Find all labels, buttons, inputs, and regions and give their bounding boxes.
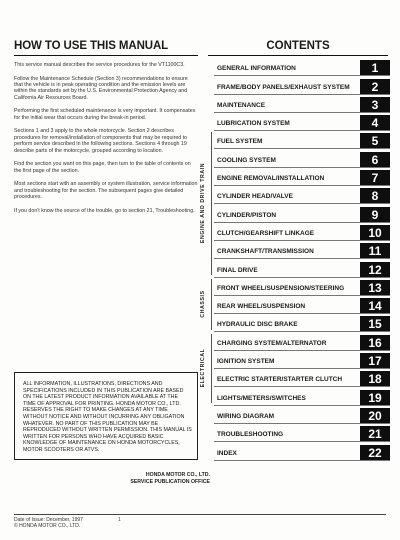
section-tab[interactable]: 9 — [360, 207, 390, 222]
toc-label: MAINTENANCE — [217, 101, 266, 109]
manual-heading: HOW TO USE THIS MANUAL — [14, 40, 198, 56]
toc-item-maintenance[interactable] — [214, 95, 390, 113]
toc-label: FRAME/BODY PANELS/EXHAUST SYSTEM — [217, 83, 350, 91]
office-name: SERVICE PUBLICATION OFFICE — [130, 478, 210, 485]
section-tab[interactable]: 19 — [360, 390, 390, 405]
group-chassis: CHASSIS — [204, 277, 214, 332]
toc-item-lubrication-system[interactable] — [214, 113, 390, 131]
group-electrical: ELECTRICAL — [204, 332, 214, 405]
toc-label: LUBRICATION SYSTEM — [217, 120, 290, 128]
toc-item-front-wheel-suspension-steering[interactable] — [214, 278, 390, 296]
company-name: HONDA MOTOR CO., LTD. — [145, 472, 210, 478]
paragraph: Most sections start with an assembly or system illustration, service information and troubleshooting for the section. The subsequent pages give detailed procedures. — [14, 181, 198, 201]
section-tab[interactable]: 18 — [360, 371, 390, 386]
toc-label: HYDRAULIC DISC BRAKE — [217, 321, 298, 329]
toc-label: ELECTRIC STARTER/STARTER CLUTCH — [217, 376, 343, 384]
toc-label: WIRING DIAGRAM — [217, 412, 275, 420]
toc-item-cooling-system[interactable] — [214, 149, 390, 167]
paragraph: Sections 1 and 3 apply to the whole motorcycle. Section 2 describes procedures for removal/installation of components that may be required to perform service described in the following sections. Sections 4 through 19 describe parts of the motorcycle, grouped according to location. — [14, 128, 188, 154]
toc-label: FUEL SYSTEM — [217, 138, 263, 146]
section-tab[interactable]: 12 — [360, 262, 390, 277]
toc-item-lights-meters-switches[interactable] — [214, 387, 390, 405]
paragraph: Follow the Maintenance Schedule (Section 3) recommendations to ensure that the vehicle is in peak operating condition and the emission levels are within the standards set by the U.S. Environmental Protection Agency and California Air Resources Board. — [14, 75, 188, 101]
toc-item-fuel-system[interactable] — [214, 131, 390, 149]
toc-label: CHARGING SYSTEM/ALTERNATOR — [217, 339, 327, 347]
toc-label: CYLINDER/PISTON — [217, 211, 277, 219]
toc-item-engine-removal-installation[interactable] — [214, 168, 390, 186]
toc-label: LIGHTS/METERS/SWITCHES — [217, 394, 306, 402]
group-engine-drive-train: ENGINE AND DRIVE TRAIN — [204, 130, 214, 276]
toc-item-wiring-diagram[interactable] — [214, 406, 390, 424]
section-tab[interactable]: 17 — [360, 353, 390, 368]
section-tab[interactable]: 8 — [360, 188, 390, 203]
toc-label: CLUTCH/GEARSHIFT LINKAGE — [217, 229, 315, 237]
disclaimer-box: ALL INFORMATION, ILLUSTRATIONS, DIRECTIONS AND SPECIFICATIONS INCLUDED IN THIS PUBLICATION ARE BASED ON THE LATEST PRODUCT INFORMATION AVAILABLE AT THE TIME OF APPROVAL FOR PRINTING. HONDA MOTOR CO., LTD. RESERVES THE RIGHT TO MAKE CHANGES AT ANY TIME WITHOUT NOTICE AND WITHOUT INCURRING ANY OBLIGATION WHATEVER. NO PART OF THIS PUBLICATION MAY BE REPRODUCED WITHOUT WRITTEN PERMISSION. THIS MANUAL IS WRITTEN FOR PERSONS WHO HAVE ACQUIRED BASIC KNOWLEDGE OF MAINTENANCE ON HONDA MOTORCYCLES, MOTOR SCOOTERS OR ATVS. — [14, 372, 198, 460]
section-tab[interactable]: 16 — [360, 335, 390, 350]
toc-label: CYLINDER HEAD/VALVE — [217, 193, 293, 201]
section-tab[interactable]: 22 — [360, 445, 390, 460]
publisher — [60, 472, 210, 485]
section-tab[interactable]: 1 — [360, 60, 390, 75]
copyright: © HONDA MOTOR CO., LTD. — [14, 523, 81, 529]
toc-item-charging-system-alternator[interactable] — [214, 332, 390, 350]
toc-item-electric-starter-starter-clutch[interactable] — [214, 369, 390, 387]
section-tab[interactable]: 3 — [360, 97, 390, 112]
toc-label: FRONT WHEEL/SUSPENSION/STEERING — [217, 284, 345, 292]
toc-item-crankshaft-transmission[interactable] — [214, 241, 390, 259]
paragraph: Find the section you want on this page, then turn to the table of contents on the first page of the section. — [14, 161, 191, 174]
section-tab[interactable]: 5 — [360, 133, 390, 148]
section-tab[interactable]: 13 — [360, 280, 390, 295]
issue-date: Date of Issue: December, 1997 — [14, 517, 83, 523]
toc-label: REAR WHEEL/SUSPENSION — [217, 303, 306, 311]
toc-label: ENGINE REMOVAL/INSTALLATION — [217, 175, 325, 183]
toc-item-hydraulic-disc-brake[interactable] — [214, 314, 390, 332]
toc-item-ignition-system[interactable] — [214, 351, 390, 369]
paragraph: This service manual describes the service procedures for the VT1100C3. — [14, 62, 185, 68]
contents-list — [204, 58, 390, 461]
section-tab[interactable]: 4 — [360, 115, 390, 130]
section-tab[interactable]: 14 — [360, 298, 390, 313]
toc-item-clutch-gearshift-linkage[interactable] — [214, 223, 390, 241]
contents-heading: CONTENTS — [208, 40, 388, 56]
toc-label: TROUBLESHOOTING — [217, 431, 284, 439]
toc-item-cylinder-piston[interactable] — [214, 204, 390, 222]
toc-item-index[interactable] — [214, 442, 390, 460]
section-tab[interactable]: 21 — [360, 426, 390, 441]
toc-label: CRANKSHAFT/TRANSMISSION — [217, 248, 314, 256]
intro-text — [14, 62, 198, 221]
paragraph: Performing the first scheduled maintenance is very important. It compensates for the initial wear that occurs during the break-in period. — [14, 108, 196, 121]
toc-label: FINAL DRIVE — [217, 266, 258, 274]
footer-divider — [14, 514, 386, 515]
section-tab[interactable]: 15 — [360, 316, 390, 331]
toc-item-rear-wheel-suspension[interactable] — [214, 296, 390, 314]
footer — [14, 517, 83, 529]
toc-item-final-drive[interactable] — [214, 259, 390, 277]
section-tab[interactable]: 20 — [360, 408, 390, 423]
toc-item-general-information[interactable] — [214, 58, 390, 76]
toc-item-troubleshooting[interactable] — [214, 424, 390, 442]
toc-item-frame-body-panels-exhaust[interactable] — [214, 76, 390, 94]
toc-item-cylinder-head-valve[interactable] — [214, 186, 390, 204]
toc-label: IGNITION SYSTEM — [217, 358, 275, 366]
toc-label: INDEX — [217, 449, 237, 457]
toc-label: COOLING SYSTEM — [217, 156, 276, 164]
section-tab[interactable]: 10 — [360, 225, 390, 240]
paragraph: If you don't know the source of the trouble, go to section 21, Troubleshooting. — [14, 207, 195, 214]
toc-label: GENERAL INFORMATION — [217, 65, 296, 73]
section-tab[interactable]: 6 — [360, 152, 390, 167]
section-tab[interactable]: 2 — [360, 79, 390, 94]
section-tab[interactable]: 7 — [360, 170, 390, 185]
section-tab[interactable]: 11 — [360, 243, 390, 258]
page-marker: 1 — [118, 517, 121, 523]
